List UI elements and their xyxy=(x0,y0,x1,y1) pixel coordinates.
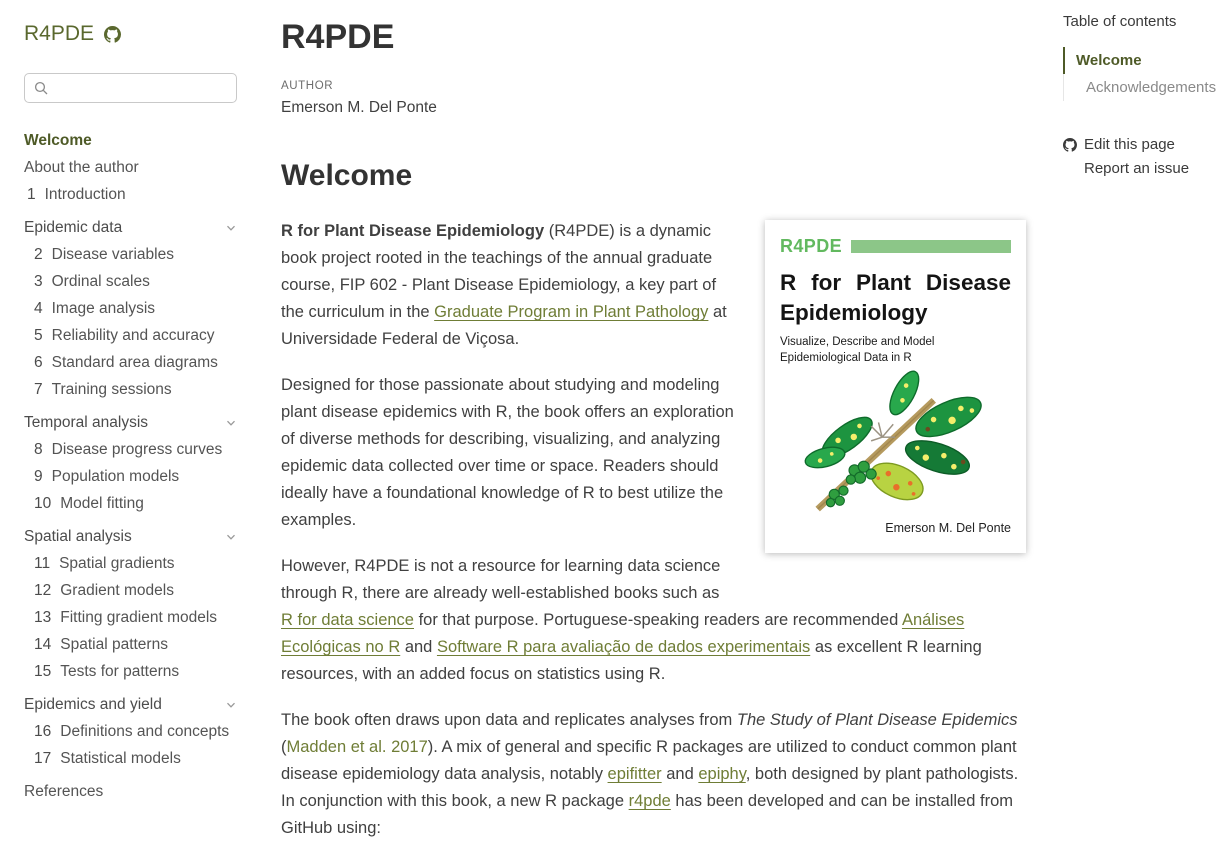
cover-brand: R4PDE xyxy=(780,236,843,256)
chapter-number: 7 xyxy=(34,381,43,398)
link-analises-ecologicas[interactable]: Análises Ecológicas no R xyxy=(281,611,965,656)
report-an-issue-label: Report an issue xyxy=(1084,160,1190,177)
sidebar-item-gradient-models[interactable] xyxy=(24,577,237,604)
chapter-number: 16 xyxy=(34,723,52,740)
sidebar-item-training-sessions[interactable] xyxy=(24,376,237,403)
sidebar-item-tests-for-patterns[interactable] xyxy=(24,658,237,685)
report-an-issue-link[interactable] xyxy=(1063,157,1215,181)
sidebar-item-label: Fitting gradient models xyxy=(60,609,218,626)
sidebar-item-statistical-models[interactable] xyxy=(24,745,237,772)
sidebar-item-label: Standard area diagrams xyxy=(51,354,218,371)
sidebar-item-ordinal-scales[interactable] xyxy=(24,268,237,295)
sidebar-item-label: Welcome xyxy=(24,132,92,149)
toc-item-welcome[interactable]: Welcome xyxy=(1063,47,1215,74)
sidebar-section-spatial-analysis[interactable] xyxy=(24,523,237,550)
diseased-plant-illustration xyxy=(785,369,1007,515)
chevron-down-icon[interactable] xyxy=(225,699,237,711)
sidebar-item-label: Population models xyxy=(51,468,180,485)
link-r4pde-package[interactable]: r4pde xyxy=(628,792,671,810)
sidebar-item-introduction[interactable] xyxy=(24,181,237,208)
sidebar-item-spatial-gradients[interactable] xyxy=(24,550,237,577)
cover-green-bar xyxy=(851,240,1011,253)
sidebar-item-label: Reliability and accuracy xyxy=(51,327,215,344)
sidebar-section-epidemics-and-yield[interactable] xyxy=(24,691,237,718)
book-cover-image xyxy=(765,220,1026,553)
sidebar-item-label: Spatial gradients xyxy=(59,555,175,572)
search-icon xyxy=(34,81,48,95)
link-madden-citation[interactable]: Madden et al. 2017 xyxy=(286,738,428,756)
sidebar-item-references[interactable] xyxy=(24,778,237,805)
edit-this-page-link[interactable] xyxy=(1063,133,1215,157)
cover-title: R for Plant Disease Epidemiology xyxy=(780,270,1011,325)
sidebar-item-standard-area-diagrams[interactable] xyxy=(24,349,237,376)
sidebar-item-disease-variables[interactable] xyxy=(24,241,237,268)
sidebar-item-disease-progress-curves[interactable] xyxy=(24,436,237,463)
sidebar-title[interactable]: R4PDE xyxy=(24,22,95,45)
page-heading: Welcome xyxy=(281,159,413,192)
sidebar-nav xyxy=(24,127,237,805)
search-input[interactable] xyxy=(55,79,227,97)
chapter-number: 6 xyxy=(34,354,43,371)
chapter-number: 5 xyxy=(34,327,43,344)
section-label: Spatial analysis xyxy=(24,528,132,545)
sidebar-item-welcome[interactable] xyxy=(24,127,237,154)
chevron-down-icon[interactable] xyxy=(225,531,237,543)
paragraph-however: However, R4PDE is not a resource for learning data science through R, there are already well-established books such as R for data science for that purpose. Portuguese-speaking readers are recommended Análises Ecológicas no R and Software R para avaliação de dados experimentais as excellent R learning resources, with an added focus on statistics using R. xyxy=(281,557,982,683)
edit-this-page-label: Edit this page xyxy=(1084,136,1175,153)
chevron-down-icon[interactable] xyxy=(225,222,237,234)
paragraph-designed-for: Designed for those passionate about studying and modeling plant disease epidemics with R, the book offers an exploration of diverse methods for describing, visualizing, and analyzing epidemic data collected over time or space. Readers should ideally have a foundational knowledge of R to best utilize the examples. xyxy=(281,376,734,529)
search-box[interactable] xyxy=(24,73,237,103)
author-label: AUTHOR xyxy=(281,80,334,92)
page-body xyxy=(281,218,1026,842)
toc-item-acknowledgements[interactable]: Acknowledgements xyxy=(1086,79,1217,96)
sidebar-item-label: Gradient models xyxy=(60,582,174,599)
sidebar-item-label: Image analysis xyxy=(51,300,156,317)
link-graduate-program[interactable]: Graduate Program in Plant Pathology xyxy=(434,303,709,321)
chapter-number: 15 xyxy=(34,663,52,680)
chapter-number: 14 xyxy=(34,636,52,653)
paragraph-book-draws: The book often draws upon data and replicates analyses from The Study of Plant Disease Epidemics (Madden et al. 2017). A mix of general and specific R packages are utilized to conduct common plant disease epidemiology data analysis, notably epifitter and epiphy, both designed by plant pathologists. In conjunction with this book, a new R package r4pde has been developed and can be installed from GitHub using: xyxy=(281,711,1019,837)
table-of-contents xyxy=(1063,0,1215,181)
sidebar-item-model-fitting[interactable] xyxy=(24,490,237,517)
cover-author: Emerson M. Del Ponte xyxy=(885,521,1011,535)
toc-tools xyxy=(1063,133,1215,181)
sidebar-item-definitions-and-concepts[interactable] xyxy=(24,718,237,745)
sidebar-item-label: Tests for patterns xyxy=(60,663,180,680)
chapter-number: 10 xyxy=(34,495,52,512)
chapter-number: 3 xyxy=(34,273,43,290)
sidebar-item-image-analysis[interactable] xyxy=(24,295,237,322)
sidebar-item-label: Spatial patterns xyxy=(60,636,168,653)
author-name: Emerson M. Del Ponte xyxy=(281,99,437,116)
paragraph-intro: R for Plant Disease Epidemiology (R4PDE) is a dynamic book project rooted in the teachings of the annual graduate course, FIP 602 - Plant Disease Epidemiology, a key part of the curriculum in the Graduate Program in Plant Pathology at Universidade Federal de Viçosa. xyxy=(281,222,727,348)
sidebar-item-label: Disease variables xyxy=(51,246,174,263)
link-epiphy[interactable]: epiphy xyxy=(698,765,746,783)
sidebar-header xyxy=(24,22,237,46)
sidebar-section-epidemic-data[interactable] xyxy=(24,214,237,241)
cover-header xyxy=(780,233,1011,260)
chapter-number: 12 xyxy=(34,582,52,599)
link-r-for-data-science[interactable]: R for data science xyxy=(281,611,414,629)
sidebar-section-temporal-analysis[interactable] xyxy=(24,409,237,436)
chapter-number: 1 xyxy=(27,186,36,203)
github-icon xyxy=(1063,138,1077,152)
section-label: Temporal analysis xyxy=(24,414,149,431)
sidebar-item-fitting-gradient-models[interactable] xyxy=(24,604,237,631)
book-title: R4PDE xyxy=(281,18,395,56)
sidebar-item-label: Ordinal scales xyxy=(51,273,150,290)
chapter-number: 11 xyxy=(34,555,51,572)
sidebar-item-population-models[interactable] xyxy=(24,463,237,490)
sidebar-item-spatial-patterns[interactable] xyxy=(24,631,237,658)
main-content xyxy=(281,0,1026,846)
chapter-number: 9 xyxy=(34,468,43,485)
sidebar-item-label: Disease progress curves xyxy=(51,441,223,458)
toc-list xyxy=(1063,47,1215,101)
chapter-number: 17 xyxy=(34,750,52,767)
github-icon[interactable] xyxy=(104,26,121,43)
sidebar-item-reliability-and-accuracy[interactable] xyxy=(24,322,237,349)
chapter-number: 4 xyxy=(34,300,43,317)
section-label: Epidemic data xyxy=(24,219,123,236)
sidebar xyxy=(24,0,237,805)
link-software-r-para-avaliacao[interactable]: Software R para avaliação de dados experimentais xyxy=(436,638,811,656)
cover-subtitle: Visualize, Describe and Model Epidemiological Data in R xyxy=(780,336,935,364)
sidebar-item-label: Statistical models xyxy=(60,750,181,767)
bold-text: R for Plant Disease Epidemiology xyxy=(281,222,545,240)
section-label: Epidemics and yield xyxy=(24,696,162,713)
sidebar-item-about-the-author[interactable] xyxy=(24,154,237,181)
sidebar-item-label: Model fitting xyxy=(60,495,144,512)
link-epifitter[interactable]: epifitter xyxy=(607,765,662,783)
sidebar-item-label: Introduction xyxy=(44,186,126,203)
sidebar-item-label: Definitions and concepts xyxy=(60,723,230,740)
chapter-number: 2 xyxy=(34,246,43,263)
italic-book-title: The Study of Plant Disease Epidemics xyxy=(736,711,1018,729)
chapter-number: 8 xyxy=(34,441,43,458)
toc-heading: Table of contents xyxy=(1063,13,1177,30)
sidebar-item-label: References xyxy=(24,783,104,800)
sidebar-item-label: About the author xyxy=(24,159,139,176)
chapter-number: 13 xyxy=(34,609,52,626)
sidebar-item-label: Training sessions xyxy=(51,381,172,398)
chevron-down-icon[interactable] xyxy=(225,417,237,429)
